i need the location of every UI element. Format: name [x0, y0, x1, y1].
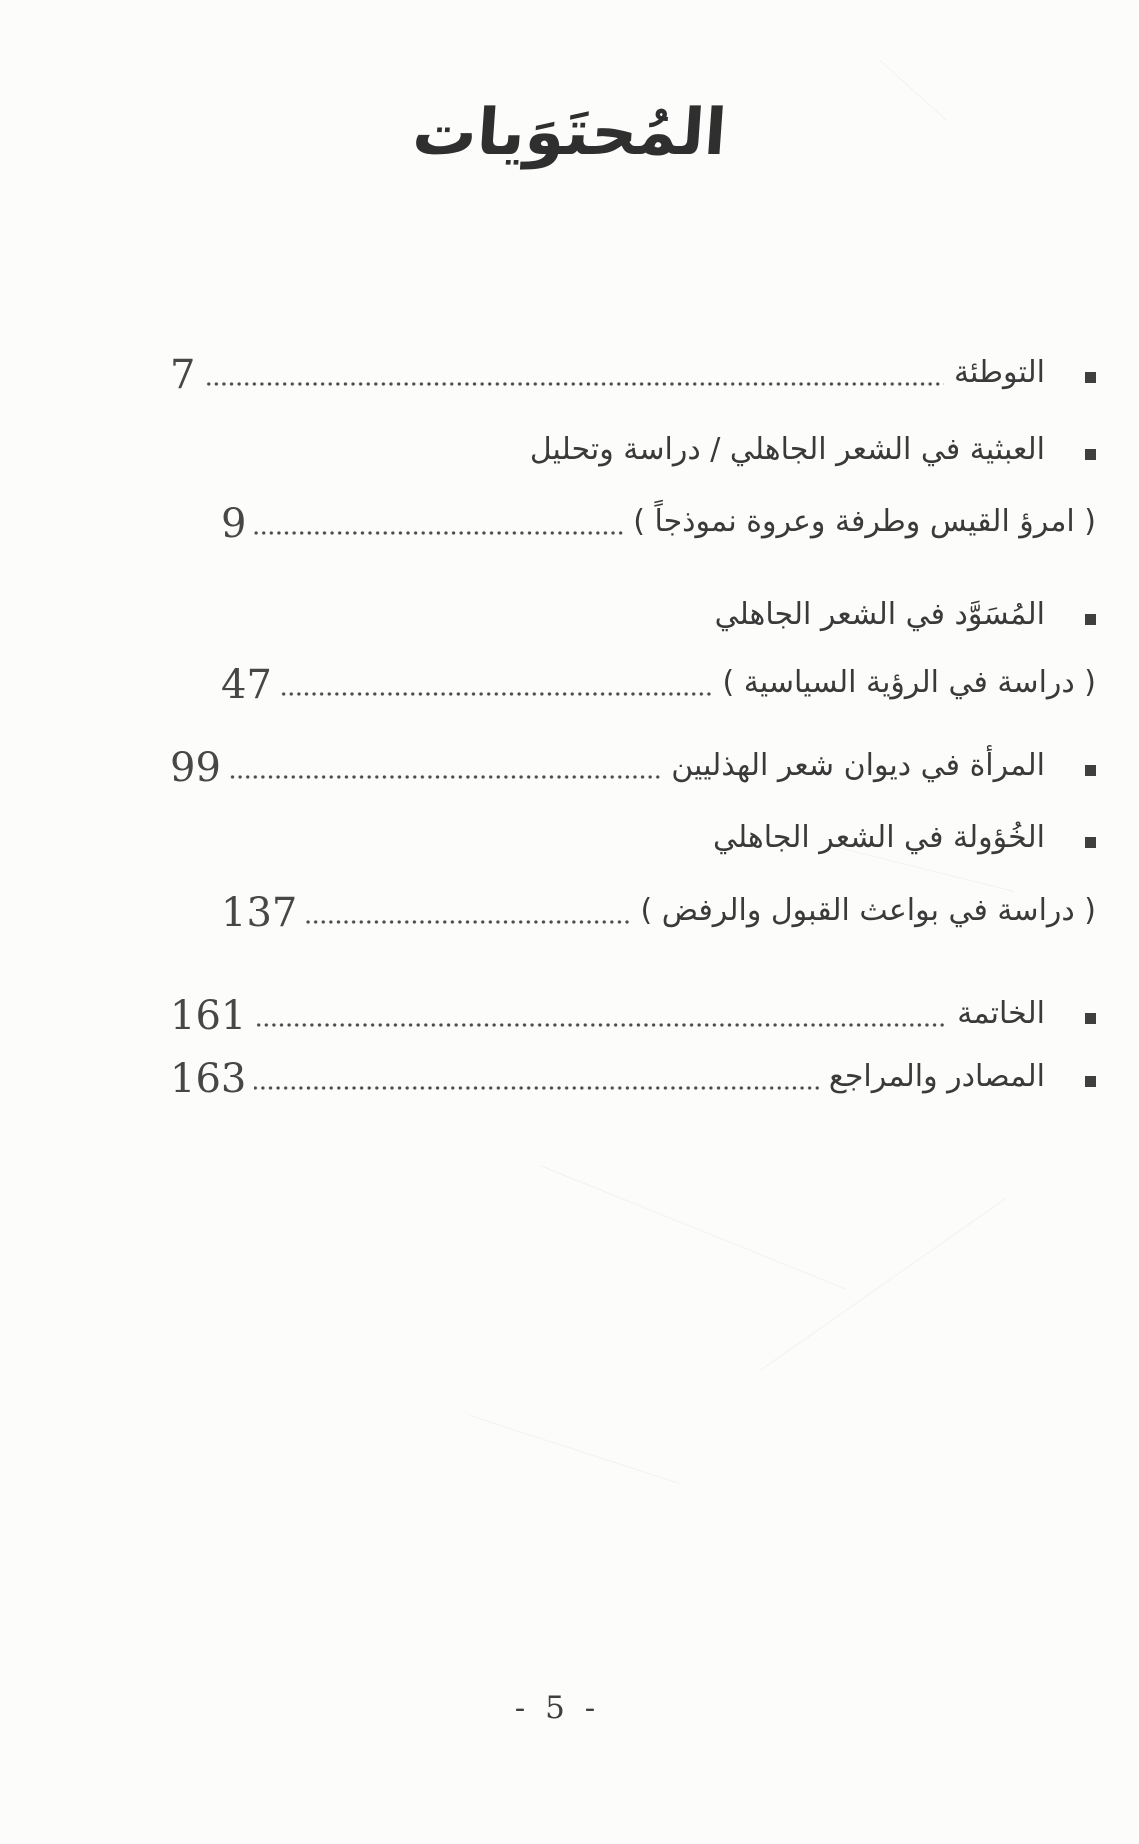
square-bullet-icon — [1085, 449, 1096, 460]
toc-entry-subtitle: ( امرؤ القيس وطرفة وعروة نموذجاً ) — [633, 504, 1096, 539]
dot-leader — [254, 1083, 819, 1093]
square-bullet-icon — [1085, 1076, 1096, 1087]
square-bullet-icon — [1085, 837, 1096, 848]
scan-crease-artifact — [470, 1415, 680, 1484]
page-number: 99 — [170, 745, 221, 791]
toc-row — [170, 813, 1096, 863]
toc-row-continuation — [170, 886, 1096, 936]
page-number: 163 — [170, 1056, 247, 1102]
page-number: 7 — [170, 352, 196, 398]
square-bullet-icon — [1085, 614, 1096, 625]
toc-row — [170, 590, 1096, 640]
toc-entry-title: الخاتمة — [957, 996, 1045, 1031]
dot-leader — [254, 1020, 947, 1030]
toc-row — [170, 741, 1096, 791]
page-number: 161 — [170, 993, 247, 1039]
toc-entry-subtitle: ( دراسة في بواعث القبول والرفض ) — [640, 893, 1096, 928]
dot-leader — [229, 772, 661, 782]
toc-row — [170, 989, 1096, 1039]
toc-row-continuation — [170, 658, 1096, 708]
scan-crease-artifact — [540, 1165, 846, 1290]
page-title: المُحتَوَيات — [410, 96, 729, 170]
square-bullet-icon — [1085, 372, 1096, 383]
toc-row-continuation — [170, 497, 1096, 547]
toc-entry-title: التوطئة — [953, 355, 1045, 390]
toc-entry-title: المرأة في ديوان شعر الهذليين — [671, 748, 1045, 783]
toc-row — [170, 425, 1096, 475]
square-bullet-icon — [1085, 1013, 1096, 1024]
dot-leader — [305, 917, 630, 927]
toc-row — [170, 1052, 1096, 1102]
toc-entry-subtitle: ( دراسة في الرؤية السياسية ) — [722, 665, 1096, 700]
toc-list — [170, 348, 1096, 1102]
toc-row — [170, 348, 1096, 398]
toc-entry-title: المصادر والمراجع — [828, 1059, 1045, 1094]
scan-crease-artifact — [760, 1198, 1006, 1371]
folio-page-number: - 5 - — [514, 1690, 601, 1726]
square-bullet-icon — [1085, 765, 1096, 776]
dot-leader — [280, 689, 713, 699]
toc-entry-title: العبثية في الشعر الجاهلي / دراسة وتحليل — [529, 432, 1045, 467]
dot-leader — [203, 379, 944, 389]
toc-entry-title: المُسَوَّد في الشعر الجاهلي — [714, 597, 1045, 632]
page-number: 9 — [221, 501, 247, 547]
page-number: 137 — [221, 890, 298, 936]
toc-entry-title: الخُؤولة في الشعر الجاهلي — [712, 820, 1045, 855]
page-number: 47 — [221, 662, 272, 708]
dot-leader — [254, 528, 623, 538]
